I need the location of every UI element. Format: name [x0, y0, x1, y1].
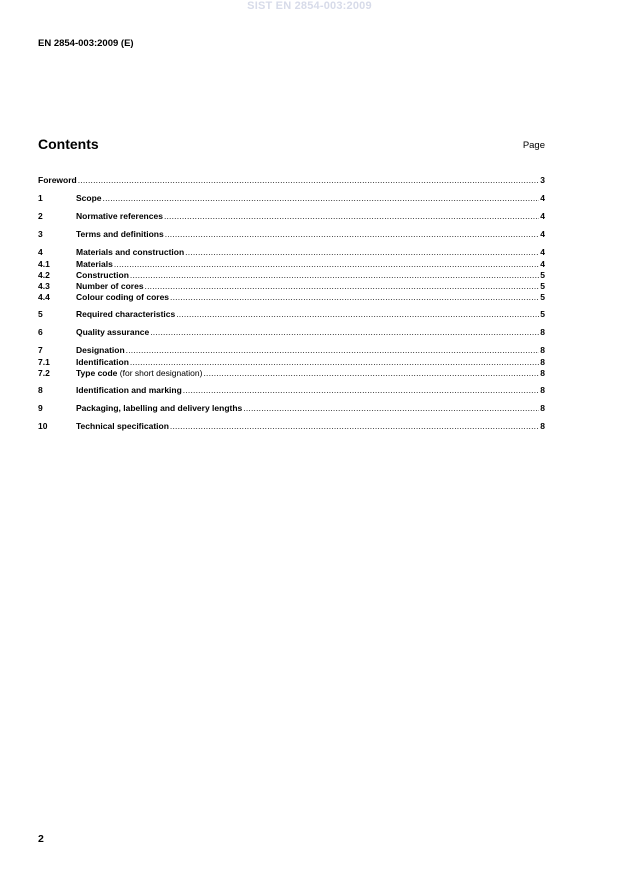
toc-entry-title: Quality assurance [76, 327, 150, 337]
toc-entry-title: Identification and marking [76, 385, 182, 395]
toc-entry-title: Required characteristics [76, 309, 176, 319]
toc-entry-number-of-cores[interactable] [38, 281, 545, 292]
toc-leader-dots [176, 309, 539, 321]
toc-entry-number: 9 [38, 403, 43, 413]
toc-entry-number: 3 [38, 229, 43, 239]
toc-entry-packaging-labelling-delivery[interactable] [38, 403, 545, 415]
toc-entry-number: 6 [38, 327, 43, 337]
toc-entry-title: Packaging, labelling and delivery lengths [76, 403, 243, 413]
toc-entry-number: 7.1 [38, 356, 50, 367]
toc-leader-dots [170, 292, 539, 303]
toc-entry-title: Normative references [76, 211, 163, 221]
toc-leader-dots [78, 175, 540, 187]
toc-entry-page: 8 [540, 421, 545, 431]
toc-entry-materials-and-construction[interactable] [38, 247, 545, 259]
toc-entry-page: 8 [540, 385, 545, 395]
toc-entry-page: 8 [540, 367, 545, 378]
toc-entry-page: 4 [540, 211, 545, 221]
toc-entry-colour-coding-of-cores[interactable] [38, 292, 545, 303]
toc-entry-title: Designation [76, 345, 125, 355]
toc-entry-number: 5 [38, 309, 43, 319]
toc-entry-number: 7 [38, 345, 43, 355]
toc-entry-number: 2 [38, 211, 43, 221]
toc-entry-page: 4 [540, 247, 545, 257]
toc-entry-title: Materials and construction [76, 247, 185, 257]
toc-leader-dots [243, 403, 539, 415]
toc-leader-dots [170, 421, 539, 433]
page-column-label: Page [522, 140, 545, 151]
toc-entry-page: 8 [540, 403, 545, 413]
toc-entry-number: 4 [38, 247, 43, 257]
toc-entry-title: Identification [76, 356, 129, 367]
toc-entry-title-text: Type code [76, 367, 118, 378]
toc-leader-dots [203, 368, 539, 379]
toc-entry-title: Number of cores [76, 280, 144, 291]
toc-entry-page: 5 [540, 291, 545, 302]
toc-leader-dots [165, 229, 540, 241]
toc-entry-page: 3 [540, 175, 545, 185]
toc-leader-dots [114, 259, 539, 270]
toc-entry-page: 4 [540, 258, 545, 269]
page-number: 2 [38, 833, 44, 845]
toc-entry-number: 4.4 [38, 291, 50, 302]
toc-entry-page: 8 [540, 345, 545, 355]
toc-entry-page: 8 [540, 327, 545, 337]
toc-entry-page: 4 [540, 193, 545, 203]
toc-entry-materials[interactable] [38, 259, 545, 270]
toc-leader-dots [150, 327, 539, 339]
toc-leader-dots [126, 345, 540, 357]
document-id: EN 2854-003:2009 (E) [38, 38, 134, 49]
toc-entry-construction[interactable] [38, 270, 545, 281]
toc-entry-title: Construction [76, 269, 129, 280]
toc-entry-page: 8 [540, 356, 545, 367]
toc-entry-title: Scope [76, 193, 102, 203]
toc-entry-technical-specification[interactable] [38, 421, 545, 433]
toc-entry-quality-assurance[interactable] [38, 327, 545, 339]
toc-entry-title [76, 368, 202, 379]
toc-entry-scope[interactable] [38, 193, 545, 205]
toc-leader-dots [130, 357, 539, 368]
toc-entry-title: Technical specification [76, 421, 169, 431]
toc-entry-terms-and-definitions[interactable] [38, 229, 545, 241]
toc-entry-title: Materials [76, 258, 113, 269]
toc-entry-number: 8 [38, 385, 43, 395]
toc-leader-dots [130, 270, 539, 281]
toc-entry-page: 4 [540, 229, 545, 239]
toc-entry-identification-and-marking[interactable] [38, 385, 545, 397]
toc-leader-dots [164, 211, 539, 223]
toc-entry-title: Colour coding of cores [76, 291, 170, 302]
toc-entry-page: 5 [540, 280, 545, 291]
toc-entry-page: 5 [540, 269, 545, 280]
toc-leader-dots [145, 281, 540, 292]
watermark: SIST EN 2854-003:2009 [247, 0, 372, 12]
toc-entry-number: 7.2 [38, 367, 50, 378]
toc-leader-dots [103, 193, 540, 205]
toc-entry-required-characteristics[interactable] [38, 309, 545, 321]
toc-entry-number: 4.3 [38, 280, 50, 291]
toc-entry-type-code[interactable] [38, 368, 545, 379]
toc-entry-title: Terms and definitions [76, 229, 164, 239]
toc-entry-number: 4.1 [38, 258, 50, 269]
toc-entry-page: 5 [540, 309, 545, 319]
toc-entry-number: 1 [38, 193, 43, 203]
toc-entry-title-note: (for short designation) [117, 367, 203, 378]
toc-entry-title: Foreword [38, 175, 77, 185]
toc-entry-foreword[interactable] [38, 175, 545, 187]
toc-entry-number: 10 [38, 421, 48, 431]
toc-leader-dots [183, 385, 539, 397]
toc-leader-dots [185, 247, 539, 259]
table-of-contents [38, 175, 545, 433]
toc-entry-number: 4.2 [38, 269, 50, 280]
toc-entry-normative-references[interactable] [38, 211, 545, 223]
toc-entry-designation[interactable] [38, 345, 545, 357]
toc-entry-identification[interactable] [38, 357, 545, 368]
contents-heading: Contents [38, 136, 99, 152]
